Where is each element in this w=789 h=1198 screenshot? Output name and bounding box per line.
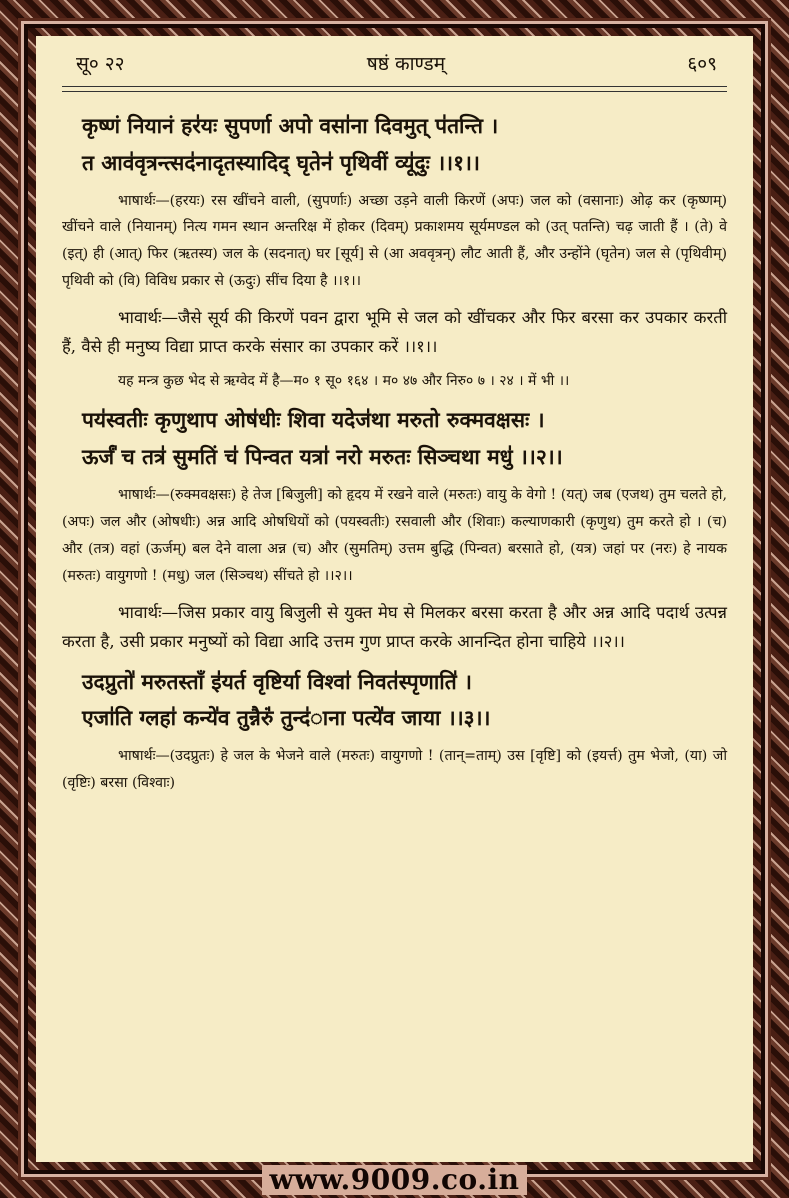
bhavartha-1: भावार्थः—जैसे सूर्य की किरणें पवन द्वारा भूमि से जल को खींचकर और फिर बरसा कर उपकार करती हैं, वैसे ही मनुष्य विद्या प्राप्त करके संसार का उपकार करें ।।१।।: [62, 308, 727, 357]
mantra-line: ऊर्जं॑ च तत्र॑ सुमतिं च॑ पिन्वत यत्रा॑ नरो मरुतः सिञ्चथा मधु॑ ।।२।।: [82, 443, 563, 469]
mantra-line: त आव॑वृत्रन्त्सद॑नादृतस्यादिद् घृतेन॑ पृथिवीं व्यू॑दुः ।।१।।: [82, 149, 480, 175]
mantra-line: कृष्णं नियानं हर॑यः सुपर्णा अपो वसा॑ना दिवमुत् प॑तन्ति ।: [82, 113, 499, 138]
header-double-rule: [62, 86, 727, 92]
mantra-1: [62, 108, 727, 182]
footer-watermark: [0, 1162, 789, 1198]
sukta-number: सू० २२: [76, 53, 125, 75]
page-number: ६०९: [687, 53, 717, 75]
bhashartha-1: भाषार्थः—(हरयः) रस खींचने वाली, (सुपर्णाः) अच्छा उड़ने वाली किरणें (अपः) जल को (वसानाः) ओढ़ कर (कृष्णम्) खींचने वाले (नियानम्) नित्य गमन स्थान अन्तरिक्ष में होकर (दिवम्) प्रकाशमय सूर्यमण्डल को (उत् पतन्ति) चढ़ जाती हैं । (ते) वे (इत्) ही (आत्) फिर (ऋतस्य) जल के (सदनात्) घर [सूर्य] से (आ अववृत्रन्) लौट आती हैं, और उन्होंने (घृतेन) जल से (पृथिवीम्) पृथिवी को (वि) विविध प्रकार से (ऊदुः) सींच दिया है ।।१।।: [62, 192, 727, 290]
mantra-line: उदप्रुतो॑ मरुतस्ताँ इ॑यर्त वृष्टिर्या विश्वा॑ निवत॑स्पृणाति॑ ।: [82, 668, 472, 694]
website-url: www.9009.co.in: [262, 1165, 528, 1195]
reference-note: यह मन्त्र कुछ भेद से ऋग्वेद में है—म० १ सू० १६४ । म० ४७ और निरु० ७ । २४ । में भी ।।: [118, 372, 570, 389]
bhavartha-2: भावार्थः—जिस प्रकार वायु बिजुली से युक्त मेघ से मिलकर बरसा करता है और अन्न आदि पदार्थ उत्पन्न करता है, उसी प्रकार मनुष्यों को विद्या आदि उत्तम गुण प्राप्त करके आनन्दित होना चाहिये ।।२।।: [62, 602, 727, 651]
scripture-page: [36, 36, 753, 1162]
page-header: [62, 50, 727, 86]
kanda-title: षष्ठं काण्डम्: [366, 53, 446, 75]
bhashartha-2: भाषार्थः—(रुक्मवक्षसः) हे तेज [बिजुली] को हृदय में रखने वाले (मरुतः) वायु के वेगो ! (यत्) जब (एजथ) तुम चलते हो, (अपः) जल और (ओषधीः) अन्न आदि ओषधियों को (पयस्वतीः) रसवाली और (शिवाः) कल्याणकारी (कृणुथ) तुम करते हो । (च) और (तत्र) वहां (ऊर्जम्) बल देने वाला अन्न (च) और (सुमतिम्) उत्तम बुद्धि (पिन्वत) बरसाते हो, (यत्र) जहां पर (नरः) हे नायक (मरुतः) वायुगणो ! (मधु) जल (सिञ्चथ) सींचते हो ।।२।।: [62, 486, 727, 584]
mantra-3: [62, 664, 727, 738]
mantra-line: एजा॑ति ग्लहा॑ कन्ये॑व तुन्नैरुं॑ तुन्द॑ाना पत्ये॑व जाया ।।३।।: [82, 705, 491, 731]
mantra-2: [62, 402, 727, 476]
mantra-line: पय॑स्वतीः कृणुथाप ओष॑धीः शिवा यदेज॑था मरुतो रुक्मवक्षसः ।: [82, 407, 545, 433]
bhashartha-3: भाषार्थः—(उदप्रुतः) हे जल के भेजने वाले (मरुतः) वायुगणो ! (तान्=ताम्) उस [वृष्टि] को (इयर्त्त) तुम भेजो, (या) जो (वृष्टिः) बरसा (विश्वाः): [62, 748, 727, 792]
